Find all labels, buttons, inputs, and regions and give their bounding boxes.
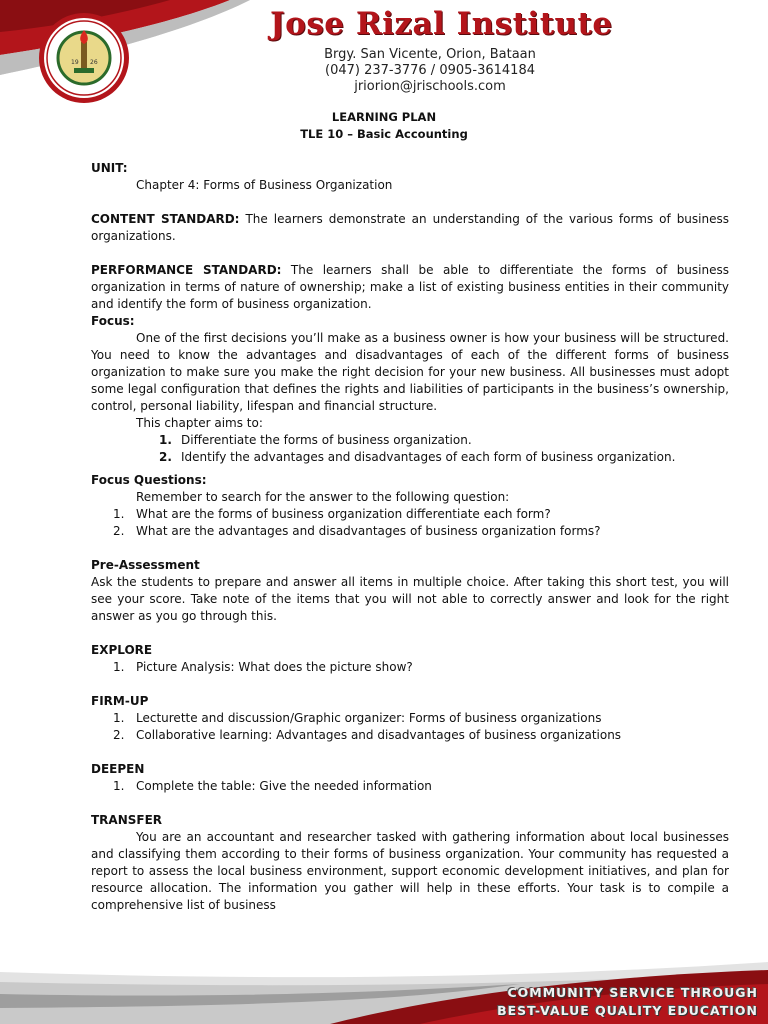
list-item: 2. What are the advantages and disadvantages of business organization forms? [113, 524, 601, 538]
svg-text:26: 26 [90, 59, 98, 66]
firm-up-list [91, 710, 729, 744]
deepen-label: DEEPEN [91, 762, 145, 776]
list-item: 1. What are the forms of business organization differentiate each form? [113, 507, 551, 521]
school-phone: (047) 237-3776 / 0905-3614184 [325, 63, 535, 78]
focus-label: Focus: [91, 314, 135, 328]
footer-slogan-line2: BEST-VALUE QUALITY EDUCATION [497, 1003, 758, 1018]
focus-questions-list [91, 506, 729, 540]
performance-standard [91, 262, 729, 313]
explore-label: EXPLORE [91, 643, 153, 657]
list-item: 1. Picture Analysis: What does the picture show? [113, 660, 413, 674]
performance-standard-label: PERFORMANCE STANDARD: [91, 263, 282, 277]
transfer-text: You are an accountant and researcher tasked with gathering information about local businesses and classifying them according to their forms of business organization. Your community has requested a report to assess the local business environment, support economic development initiatives, and plan for resource allocation. The information you gather will help in these efforts. Your task is to compile a comprehensive list of business [91, 830, 729, 912]
unit-text: Chapter 4: Forms of Business Organization [136, 178, 393, 192]
list-item: 1. Complete the table: Give the needed information [113, 779, 432, 793]
focus-questions-intro: Remember to search for the answer to the following question: [136, 490, 510, 504]
school-address: Brgy. San Vicente, Orion, Bataan [324, 47, 536, 62]
pre-assessment-text: Ask the students to prepare and answer all items in multiple choice. After taking this short test, you will see your score. Take note of the items that you will not able to correctly answer and look for the right answer as you go through this. [91, 575, 729, 623]
unit-label: UNIT: [91, 161, 128, 175]
transfer-label: TRANSFER [91, 813, 163, 827]
document-body [91, 160, 729, 914]
focus-aims-list [91, 432, 729, 466]
focus-paragraph: One of the first decisions you’ll make as a business owner is how your business will be structured. You need to know the advantages and disadvantages of each of the different forms of business organization to make sure you make the right decision for your new business. All businesses must adopt some legal configuration that defines the rights and liabilities of participants in the business’s ownership, control, personal liability, lifespan and financial structure. [91, 331, 729, 413]
focus-aims-intro: This chapter aims to: [136, 416, 263, 430]
list-item: 1. Lecturette and discussion/Graphic organizer: Forms of business organizations [113, 711, 602, 725]
doc-title: LEARNING PLAN [331, 110, 437, 124]
list-item: 1. Differentiate the forms of business organization. [159, 433, 472, 447]
list-item: 2. Identify the advantages and disadvantages of each form of business organization. [159, 450, 676, 464]
focus-questions-label: Focus Questions: [91, 473, 207, 487]
content-standard [91, 211, 729, 245]
content-standard-text: The learners demonstrate an understanding of the various forms of business organizations. [91, 212, 729, 243]
school-seal [38, 12, 130, 104]
svg-text:19: 19 [71, 59, 79, 66]
performance-standard-text: The learners shall be able to differentiate the forms of business organization in terms of nature of ownership; make a list of existing business entities in their community and identify the form of business organization. [91, 263, 729, 311]
footer-slogan-line1: COMMUNITY SERVICE THROUGH [507, 985, 758, 1000]
deepen-list [91, 778, 729, 795]
school-email: jriorion@jrischools.com [354, 79, 506, 94]
school-name: Jose Rizal Institute [270, 6, 613, 42]
list-item: 2. Collaborative learning: Advantages and disadvantages of business organizations [113, 728, 622, 742]
content-standard-label: CONTENT STANDARD: [91, 212, 240, 226]
explore-list [91, 659, 729, 676]
doc-subtitle: TLE 10 – Basic Accounting [300, 127, 468, 141]
pre-assessment-label: Pre-Assessment [91, 558, 200, 572]
firm-up-label: FIRM-UP [91, 694, 149, 708]
